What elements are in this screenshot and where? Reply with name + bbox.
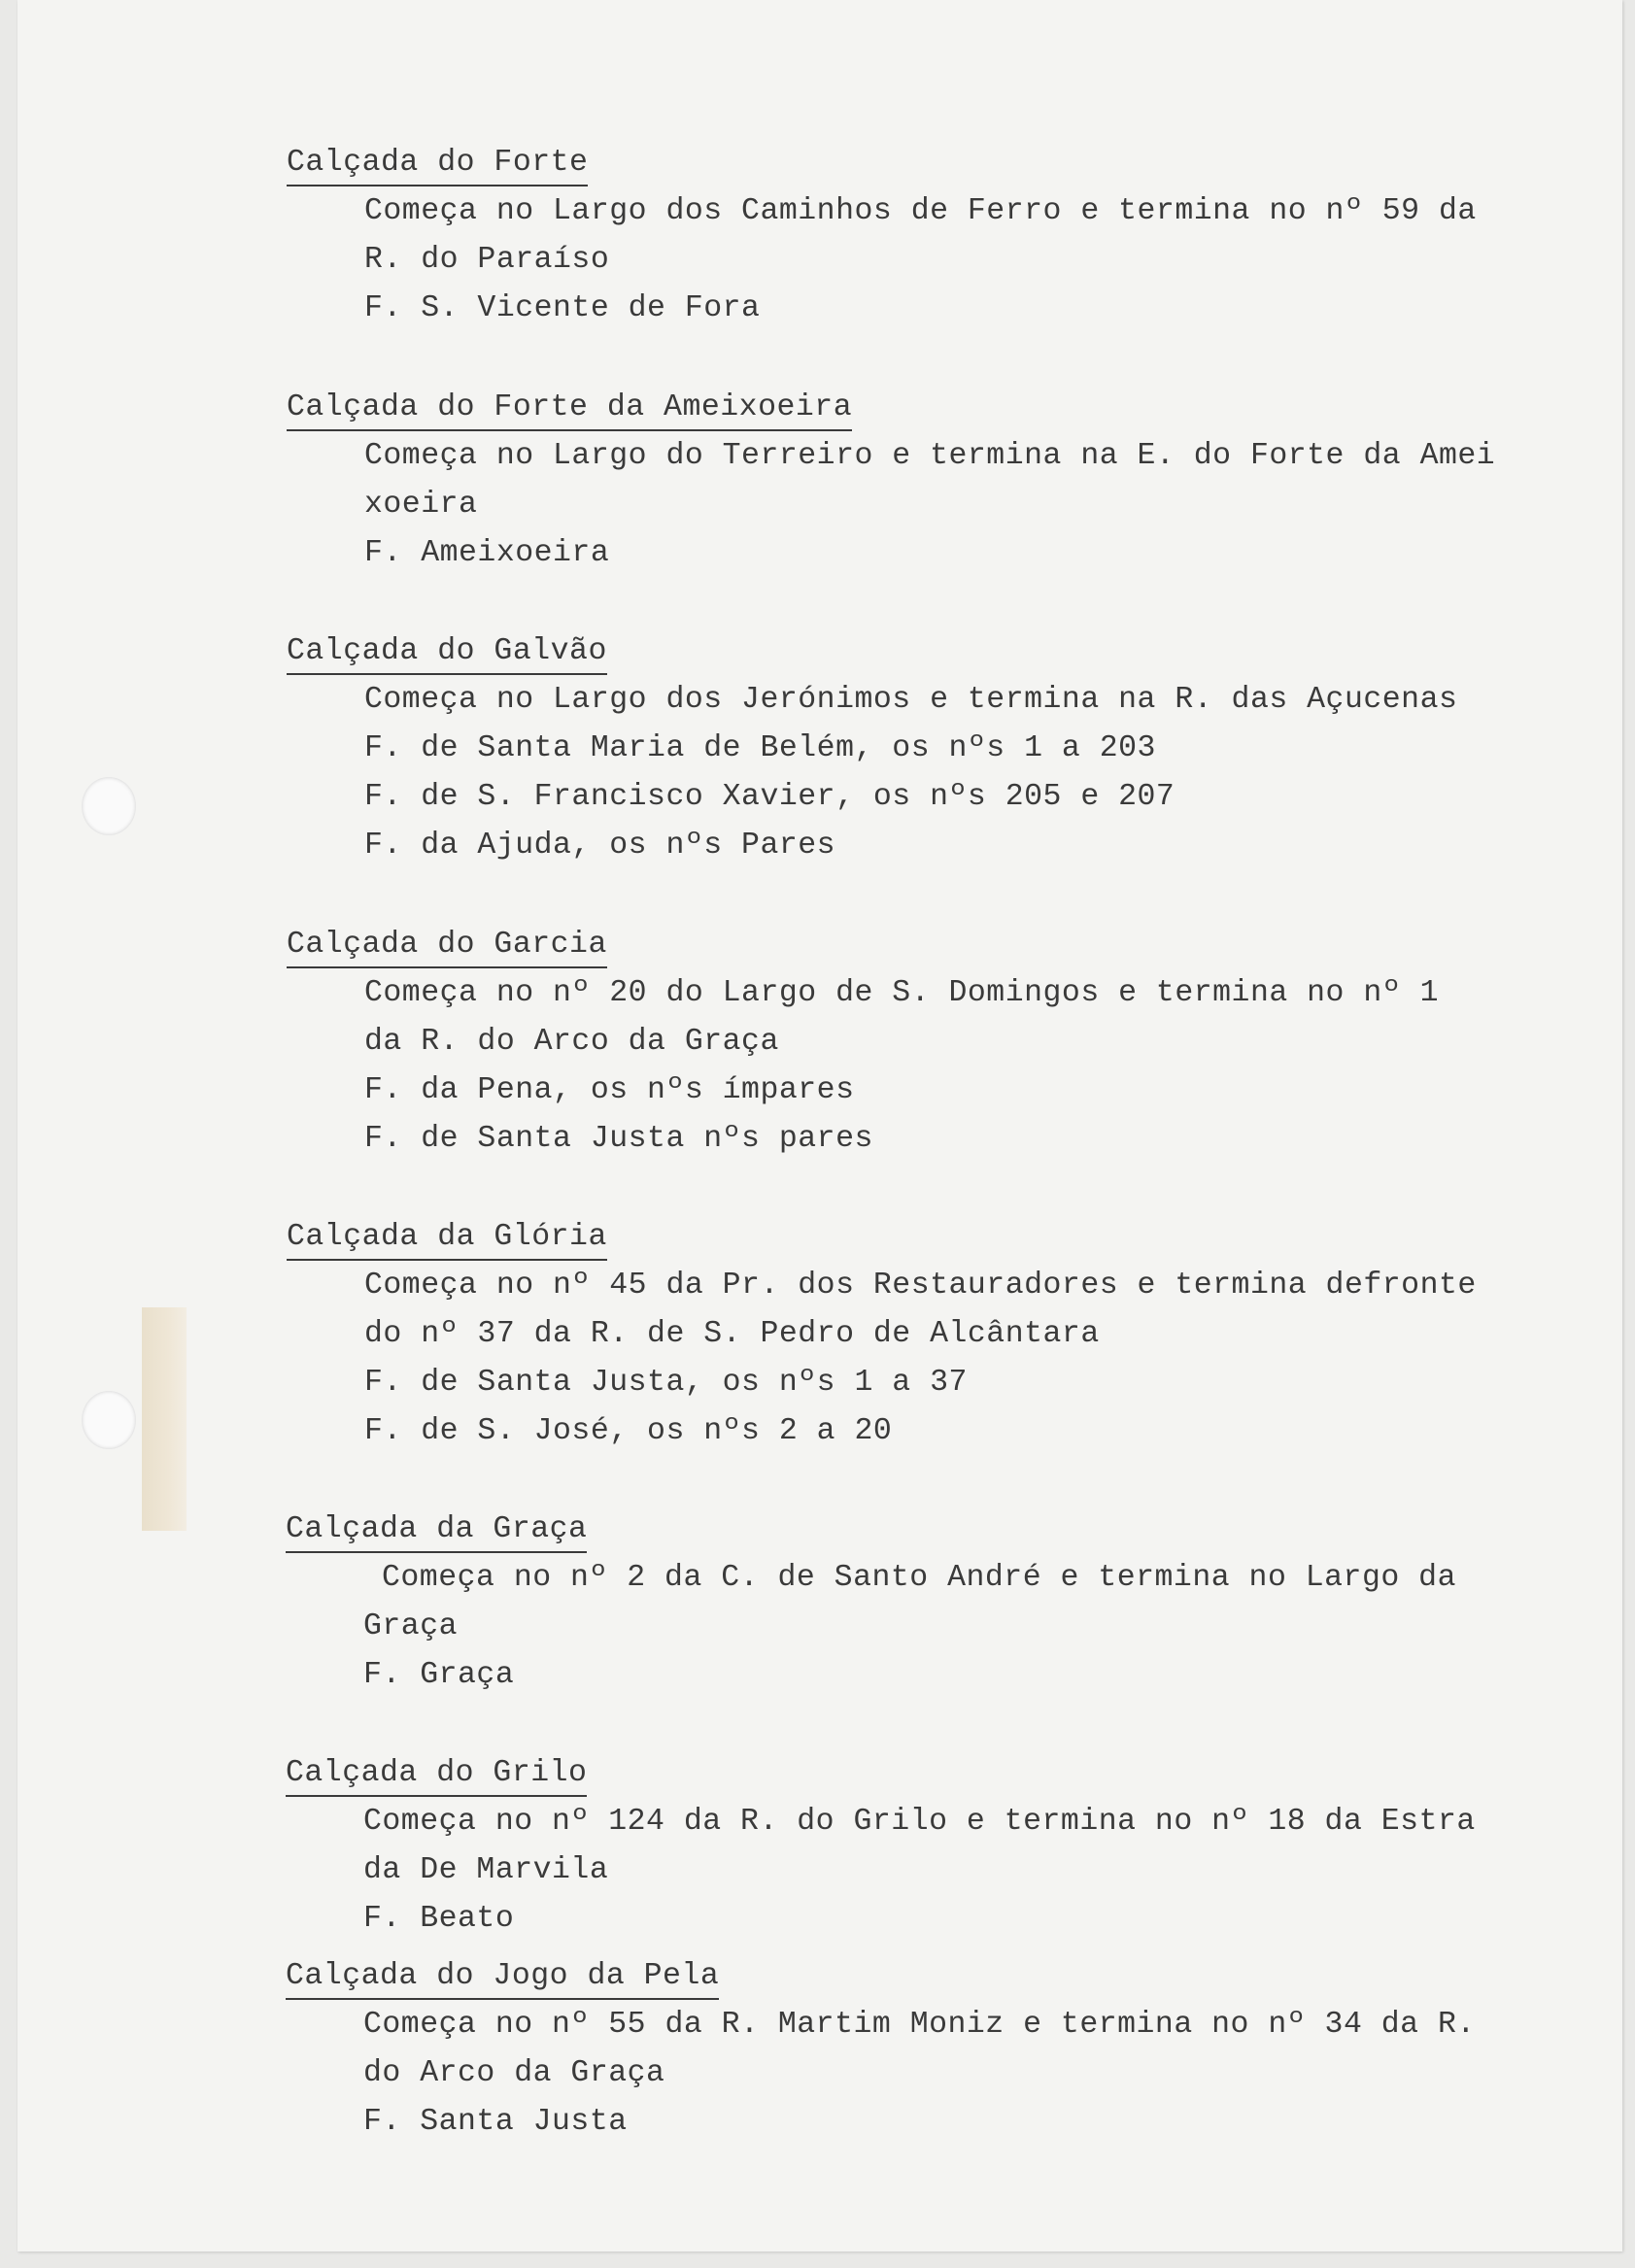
entry-line: F. da Pena, os nºs ímpares bbox=[364, 1073, 855, 1107]
street-title: Calçada do Jogo da Pela bbox=[286, 1957, 719, 2000]
entry-line: Começa no nº 20 do Largo de S. Domingos e termina no nº 1 bbox=[364, 976, 1439, 1010]
street-title: Calçada do Forte da Ameixoeira bbox=[287, 389, 852, 431]
street-title: Calçada da Glória bbox=[287, 1218, 607, 1261]
entry-line: Começa no Largo do Terreiro e termina na E. do Forte da Amei bbox=[364, 439, 1496, 473]
entry-line: F. Beato bbox=[363, 1902, 515, 1936]
entry-line: F. de Santa Justa nºs pares bbox=[364, 1122, 873, 1156]
entry-line: Graça bbox=[363, 1609, 459, 1643]
entry-line: Começa no nº 55 da R. Martim Moniz e termina no nº 34 da R. bbox=[363, 2008, 1476, 2042]
tape-stain bbox=[142, 1307, 187, 1531]
punch-hole bbox=[82, 1391, 136, 1449]
street-title: Calçada do Garcia bbox=[287, 926, 607, 968]
entry-line: F. de S. Francisco Xavier, os nºs 205 e 207 bbox=[364, 780, 1175, 814]
entry-line: Começa no nº 2 da C. de Santo André e termina no Largo da bbox=[382, 1561, 1456, 1595]
entry-line: Começa no Largo dos Caminhos de Ferro e termina no nº 59 da bbox=[364, 194, 1477, 228]
street-title: Calçada do Forte bbox=[287, 144, 588, 186]
punch-hole bbox=[82, 777, 136, 835]
entry-line: da De Marvila bbox=[363, 1853, 609, 1887]
entry-line: do nº 37 da R. de S. Pedro de Alcântara bbox=[364, 1317, 1100, 1351]
entry-line: Começa no nº 124 da R. do Grilo e termina no nº 18 da Estra bbox=[363, 1805, 1476, 1839]
street-title: Calçada do Grilo bbox=[286, 1754, 587, 1797]
entry-line: R. do Paraíso bbox=[364, 243, 610, 277]
document-page bbox=[17, 0, 1622, 2251]
entry-line: F. de Santa Maria de Belém, os nºs 1 a 203 bbox=[364, 731, 1156, 765]
entry-line: Começa no nº 45 da Pr. dos Restauradores e termina defronte bbox=[364, 1269, 1477, 1303]
entry-line: F. Santa Justa bbox=[363, 2105, 628, 2139]
entry-line: F. da Ajuda, os nºs Pares bbox=[364, 829, 836, 863]
entry-line: do Arco da Graça bbox=[363, 2056, 665, 2090]
entry-line: F. S. Vicente de Fora bbox=[364, 291, 761, 325]
street-title: Calçada do Galvão bbox=[287, 632, 607, 675]
entry-line: da R. do Arco da Graça bbox=[364, 1025, 779, 1059]
entry-line: Começa no Largo dos Jerónimos e termina na R. das Açucenas bbox=[364, 683, 1458, 717]
entry-line: F. de Santa Justa, os nºs 1 a 37 bbox=[364, 1366, 968, 1400]
entry-line: xoeira bbox=[364, 488, 478, 522]
entry-line: F. Ameixoeira bbox=[364, 536, 610, 570]
street-title: Calçada da Graça bbox=[286, 1510, 587, 1553]
entry-line: F. Graça bbox=[363, 1658, 515, 1692]
entry-line: F. de S. José, os nºs 2 a 20 bbox=[364, 1414, 893, 1448]
